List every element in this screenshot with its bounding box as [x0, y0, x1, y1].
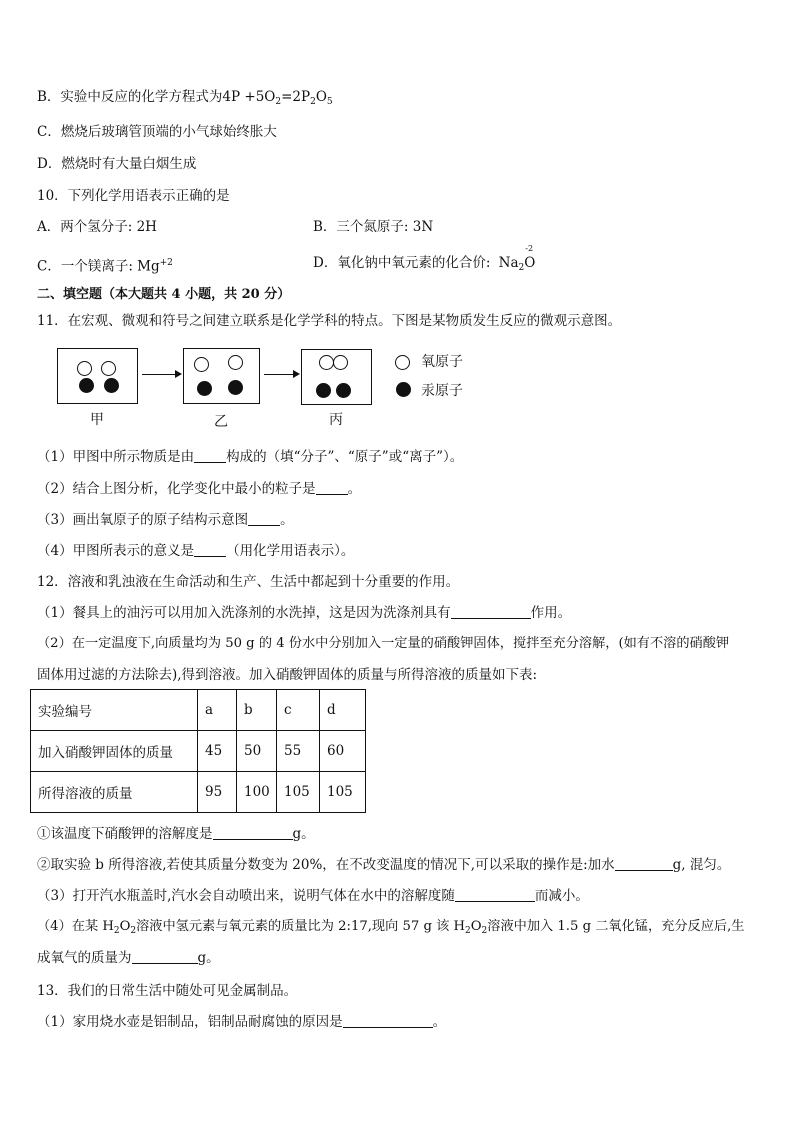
- table-cell: 105: [277, 772, 320, 813]
- q12-2-line1: （2）在一定温度下,向质量均为 50 g 的 4 份水中分别加入一定量的硝酸钾固体，搅拌至充分溶解，(如有不溶的硝酸钾: [37, 636, 730, 651]
- legend-oxygen-icon: [395, 355, 410, 370]
- q13-stem: 13．我们的日常生活中随处可见金属制品。: [37, 983, 298, 999]
- answer-blank[interactable]: [451, 604, 531, 619]
- answer-blank[interactable]: [316, 480, 348, 495]
- q12-4-line1: （4）在某 $H_2O_2$溶液中氢元素与氧元素的质量比为 2:17,现向 57 g 该 $H_2O_2$溶液中加入 1.5 g 二氧化锰，充分反应后,生: [37, 919, 745, 936]
- q10-option-c: C．一个镁离子: $Mg^{+2}$: [37, 258, 173, 275]
- q11-3: （3）画出氧原子的原子结构示意图 。: [37, 512, 294, 528]
- q12-1: （1）餐具上的油污可以用加入洗涤剂的水洗掉，这是因为洗涤剂具有 作用。: [37, 605, 572, 621]
- q12-2-sub1: ①该温度下硝酸钾的溶解度是 g。: [37, 826, 315, 842]
- box-bing: [301, 349, 372, 405]
- valence-formula: $Na_2$ -2 O: [498, 244, 536, 273]
- q10-option-a: A．两个氢分子: 2H: [37, 219, 157, 235]
- q12-4-line2: 成氧气的质量为 g。: [37, 950, 220, 966]
- q12-2-line2: 固体用过滤的方法除去),得到溶液。加入硝酸钾固体的质量与所得溶液的质量如下表:: [37, 667, 538, 683]
- table-cell: 所得溶液的质量: [31, 772, 198, 813]
- oxygen-atom-icon: [319, 355, 334, 370]
- q11-stem: 11．在宏观、微观和符号之间建立联系是化学学科的特点。下图是某物质发生反应的微观示意图。: [37, 313, 622, 329]
- answer-blank[interactable]: [343, 1013, 433, 1028]
- mercury-atom-icon: [228, 380, 243, 395]
- table-header-cell: b: [237, 690, 277, 731]
- mercury-atom-icon: [79, 378, 94, 393]
- q9b-text: B．实验中反应的化学方程式为: [37, 89, 223, 105]
- legend-mercury-label: 汞原子: [421, 383, 463, 399]
- table-header-cell: d: [320, 690, 366, 731]
- mercury-atom-icon: [336, 383, 351, 398]
- q11-2: （2）结合上图分析，化学变化中最小的粒子是 。: [37, 481, 362, 497]
- arrow-icon: [142, 374, 176, 375]
- table-row: [31, 772, 366, 813]
- table-row: [31, 690, 366, 731]
- answer-blank[interactable]: [615, 856, 673, 871]
- mercury-atom-icon: [104, 378, 119, 393]
- oxygen-atom-icon: [228, 355, 243, 370]
- label-jia: 甲: [90, 412, 104, 428]
- q9-option-c: C．燃烧后玻璃管顶端的小气球始终胀大: [37, 124, 277, 140]
- q9-option-d: D．燃烧时有大量白烟生成: [37, 156, 197, 172]
- label-yi: 乙: [214, 414, 228, 430]
- q11-4: （4）甲图所表示的意义是 （用化学用语表示）。: [37, 543, 355, 559]
- oxygen-atom-icon: [194, 357, 209, 372]
- data-table: [30, 689, 366, 813]
- mercury-atom-icon: [316, 383, 331, 398]
- q10-stem: 10．下列化学用语表示正确的是: [37, 188, 230, 204]
- q12-stem: 12．溶液和乳浊液在生命活动和生产、生活中都起到十分重要的作用。: [37, 574, 460, 590]
- table-header-cell: a: [198, 690, 237, 731]
- table-cell: 60: [320, 731, 366, 772]
- q13-1: （1）家用烧水壶是铝制品，铝制品耐腐蚀的原因是 。: [37, 1014, 447, 1030]
- q12-3: （3）打开汽水瓶盖时,汽水会自动喷出来，说明气体在水中的溶解度随 而减小。: [37, 888, 589, 904]
- legend-mercury-icon: [396, 382, 411, 397]
- oxygen-atom-icon: [77, 361, 92, 376]
- table-row: [31, 731, 366, 772]
- q9-option-b: [37, 88, 333, 111]
- oxygen-atom-icon: [333, 355, 348, 370]
- table-cell: 55: [277, 731, 320, 772]
- q10-option-d: D．氧化钠中氧元素的化合价: $Na_2$ -2 O: [313, 254, 535, 277]
- oxygen-atom-icon: [101, 361, 116, 376]
- table-header-cell: 实验编号: [31, 690, 198, 731]
- table-cell: 50: [237, 731, 277, 772]
- mercury-atom-icon: [197, 381, 212, 396]
- q12-2-sub2: ②取实验 b 所得溶液,若使其质量分数变为 20%，在不改变温度的情况下,可以采取的操作是:加水 g, 混匀。: [37, 857, 731, 873]
- arrow-icon: [264, 374, 294, 375]
- answer-blank[interactable]: [455, 887, 535, 902]
- answer-blank[interactable]: [194, 448, 226, 463]
- box-yi: [183, 348, 260, 404]
- answer-blank[interactable]: [213, 825, 293, 840]
- answer-blank[interactable]: [248, 511, 280, 526]
- answer-blank[interactable]: [132, 949, 198, 964]
- section-title: 二、填空题（本大题共 4 小题，共 20 分）: [37, 287, 291, 302]
- table-cell: 105: [320, 772, 366, 813]
- answer-blank[interactable]: [194, 542, 226, 557]
- label-bing: 丙: [329, 412, 343, 428]
- legend-oxygen-label: 氧原子: [421, 354, 463, 370]
- arrowhead-icon: [293, 370, 300, 378]
- q9b-equation: $4P +5O_2=2P_2O_5$: [222, 89, 333, 107]
- table-cell: 加入硝酸钾固体的质量: [31, 731, 198, 772]
- table-cell: 95: [198, 772, 237, 813]
- table-cell: 100: [237, 772, 277, 813]
- table-cell: 45: [198, 731, 237, 772]
- arrowhead-icon: [175, 370, 182, 378]
- q11-1: （1）甲图中所示物质是由 构成的（填“分子”、“原子”或“离子”）。: [37, 449, 464, 465]
- box-jia: [57, 348, 138, 404]
- q10-option-b: B．三个氮原子: 3N: [313, 219, 434, 235]
- table-header-cell: c: [277, 690, 320, 731]
